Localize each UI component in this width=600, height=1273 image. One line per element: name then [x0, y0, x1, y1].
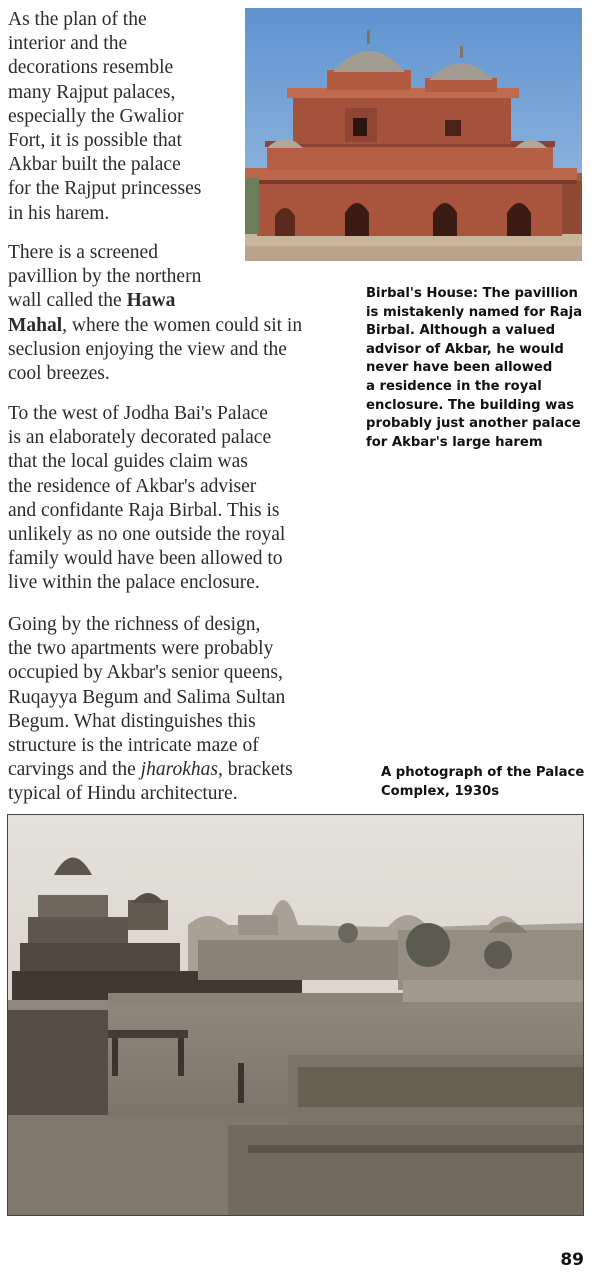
italic-term-jharokhas: jharokhas,	[140, 759, 223, 781]
text-fragment: , where the women could sit in	[62, 314, 303, 336]
palace-complex-illustration	[8, 815, 583, 1215]
caption-line: A photograph of the Palace	[381, 765, 585, 780]
text-line: As the plan of the	[8, 9, 147, 30]
caption-palace-complex-photo	[381, 764, 584, 801]
bold-term-hawa: Hawa	[126, 290, 176, 312]
paragraph-plan-of-interior	[8, 8, 201, 226]
text-line: family would have been allowed to	[8, 548, 283, 570]
text-line: Going by the richness of design,	[8, 614, 261, 635]
text-line: unlikely as no one outside the royal	[8, 524, 286, 546]
text-line: occupied by Akbar's senior queens,	[8, 662, 283, 684]
text-line: There is a screened	[8, 242, 158, 263]
text-line: that the local guides claim was	[8, 451, 248, 473]
caption-line: advisor of Akbar, he would	[366, 341, 564, 357]
text-line	[8, 758, 293, 782]
text-line: interior and the	[8, 33, 128, 55]
text-line: cool breezes.	[8, 363, 110, 385]
text-line	[8, 314, 302, 338]
palace-complex-1930s-photo	[8, 815, 583, 1215]
text-line: Ruqayya Begum and Salima Sultan	[8, 686, 286, 708]
paragraph-hawa-mahal	[8, 241, 302, 386]
text-line: structure is the intricate maze of	[8, 735, 259, 757]
text-line: in his harem.	[8, 202, 110, 224]
text-line: live within the palace enclosure.	[8, 572, 260, 594]
text-line: for the Rajput princesses	[8, 178, 202, 200]
caption-line: for Akbar's large harem	[366, 434, 543, 450]
caption-line: a residence in the royal	[366, 378, 542, 394]
text-line: typical of Hindu architecture.	[8, 783, 238, 805]
caption-birbals-house	[366, 285, 582, 452]
text-line: many Rajput palaces,	[8, 81, 176, 103]
page-number: 89	[560, 1250, 584, 1270]
text-line: Akbar built the palace	[8, 154, 181, 176]
text-line: Fort, it is possible that	[8, 130, 182, 152]
text-line: Begum. What distinguishes this	[8, 710, 256, 732]
caption-line: is mistakenly named for Raja	[366, 304, 583, 320]
paragraph-birbal-residence	[8, 402, 285, 596]
text-fragment: carvings and the	[8, 759, 141, 781]
caption-line: probably just another palace	[366, 416, 581, 432]
text-line: the residence of Akbar's adviser	[8, 475, 257, 497]
caption-line: Birbal's House: The pavillion	[366, 286, 578, 301]
caption-line: Birbal. Although a valued	[366, 323, 556, 339]
caption-line: Complex, 1930s	[381, 783, 500, 799]
text-line: especially the Gwalior	[8, 105, 184, 127]
birbals-house-photo	[245, 8, 582, 261]
text-line: the two apartments were probably	[8, 638, 274, 660]
paragraph-senior-queens	[8, 613, 293, 807]
text-fragment: brackets	[222, 759, 293, 781]
text-line: pavillion by the northern	[8, 266, 202, 288]
text-fragment: wall called the	[8, 290, 127, 312]
caption-line: never have been allowed	[366, 360, 553, 376]
birbals-house-illustration	[245, 8, 582, 261]
text-line: and confidante Raja Birbal. This is	[8, 499, 280, 521]
bold-term-mahal: Mahal	[8, 314, 63, 336]
text-line	[8, 289, 302, 313]
text-line: seclusion enjoying the view and the	[8, 338, 287, 360]
text-line: To the west of Jodha Bai's Palace	[8, 403, 268, 424]
caption-line: enclosure. The building was	[366, 397, 575, 413]
text-line: decorations resemble	[8, 57, 174, 79]
text-line: is an elaborately decorated palace	[8, 427, 272, 449]
